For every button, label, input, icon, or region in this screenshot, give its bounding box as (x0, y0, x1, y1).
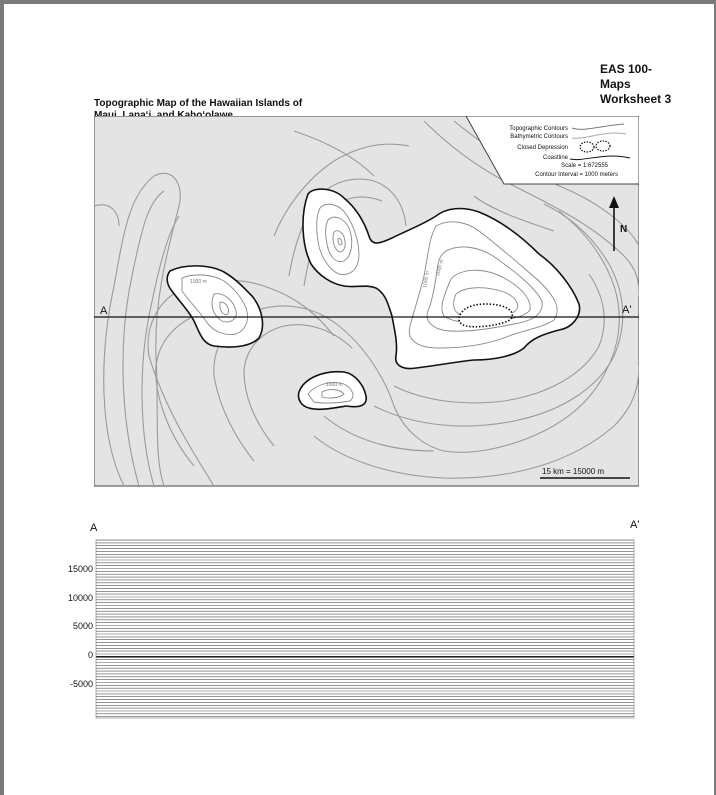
cross-section-chart (4, 512, 704, 722)
worksheet-page (4, 4, 714, 795)
legend-bathymetric-label: Bathymetric Contours (510, 134, 568, 140)
cross-section-start-label: A (90, 522, 98, 534)
contour-label-kahoolawe: 1000 m (326, 382, 343, 388)
legend-topographic-label: Topographic Contours (509, 126, 568, 132)
course-title (600, 62, 690, 107)
y-tick-10000: 10000 (67, 593, 93, 603)
contour-label-maui-neck: 1000 m (422, 270, 431, 289)
course-title-line-3: Worksheet 3 (600, 92, 672, 106)
profile-start-label: A (100, 305, 108, 317)
contour-label-lanai: 1000 m (190, 279, 207, 285)
map-title-line-1: Topographic Map of the Hawaiian Islands of (94, 98, 303, 109)
course-title-line-2: Maps (600, 77, 631, 91)
legend-interval-label: Contour Interval = 1000 meters (535, 172, 618, 178)
profile-end-label: A' (622, 304, 632, 316)
elevation-axis (68, 564, 93, 689)
cross-section-end-label: A' (630, 519, 640, 531)
legend-depression-label: Closed Depression (517, 145, 568, 151)
legend-coastline-label: Coastline (542, 155, 568, 161)
course-title-line-1: EAS 100- (600, 62, 653, 76)
y-tick-5000: 5000 (72, 621, 93, 631)
contour-label-haleakala: 2000 m (435, 258, 446, 277)
north-label: N (620, 224, 628, 235)
y-tick-0: 0 (87, 650, 93, 660)
scale-bar-label: 15 km = 15000 m (542, 467, 605, 476)
cross-section-grid (96, 540, 634, 718)
legend-scale-label: Scale = 1:672555 (561, 163, 608, 169)
y-tick-minus-5000: -5000 (69, 679, 93, 689)
topographic-map (94, 116, 639, 488)
y-tick-15000: 15000 (67, 564, 93, 574)
